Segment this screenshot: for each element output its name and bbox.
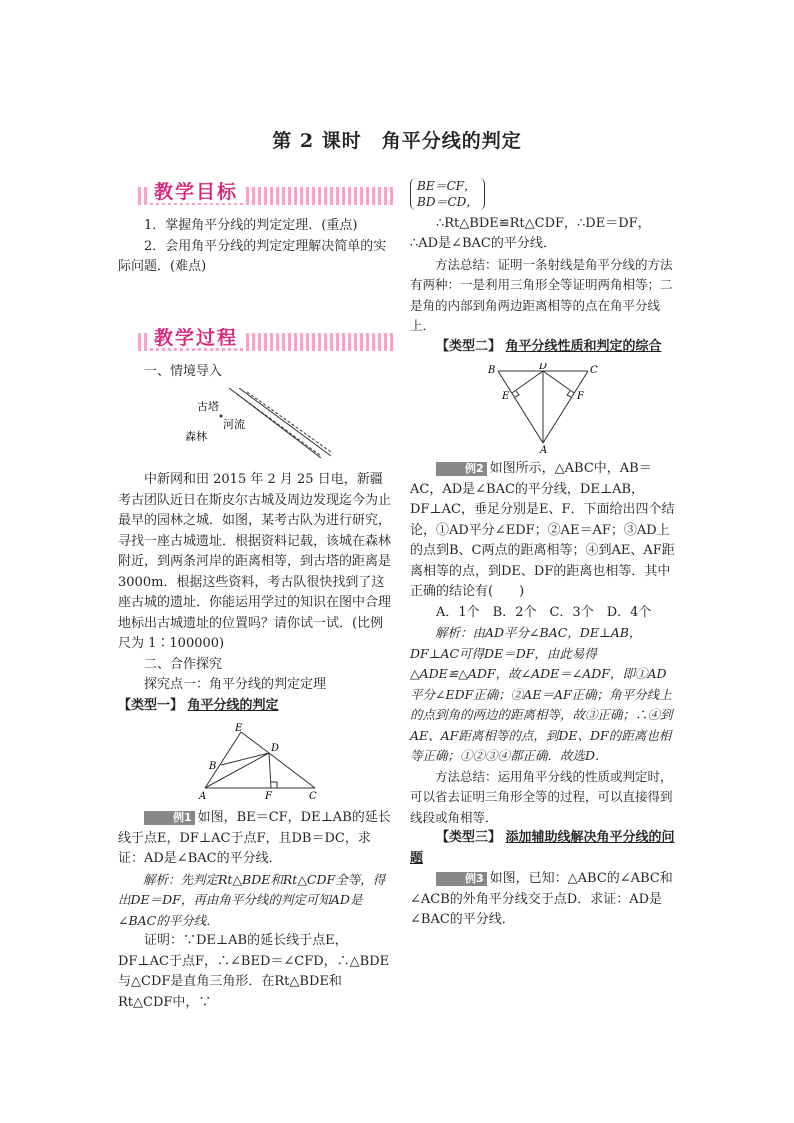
type-1-title: 角平分线的判定 [187, 697, 279, 713]
goal-banner-label: 教学目标 [148, 182, 244, 203]
fig1-label-e: E [235, 723, 243, 734]
example-2-analysis: 解析：由AD平分∠BAC，DE⊥AB，DF⊥AC可得DE＝DF，由此易得△ADE≌△ADF，故∠ADE＝∠ADF，即①AD平分∠EDF正确；②AE＝AF正确；角平分线上的点到角的两边的距离相等，故③正确；∴④到AE、AF距离相等的点，到DE、DF的距离也相等正确；①②③④都正确．故选D． [410, 625, 673, 763]
map-label-tower: 古塔 [197, 400, 219, 413]
section-1-heading: 一、情境导入 [144, 363, 223, 379]
example-1-proof: 证明：∵DE⊥AB的延长线于点E，DF⊥AC于点F，∴∠BED＝∠CFD，∴△BDE与△CDF是直角三角形．在Rt△BDE和Rt△CDF中，∵ [118, 933, 390, 1010]
intro-paragraph: 中新网和田 2015 年 2 月 25 日电，新疆考古团队近日在斯皮尔古城及周边发现迄今为止最早的园林之城．如图，某考古队为进行研究，寻找一座古城遗址．根据资料记载，该城在森林附近，到两条河岸的距离相等，到古塔的距离是 3000m．根据这些资料，考古队很快找到了这座古城的遗址．你能运用学过的知识在图中合理地标出古城遗址的位置吗？请你试一试．(比例尺为 1∶100000) [118, 472, 392, 651]
fig2-label-c: C [590, 365, 598, 376]
example-3 [410, 869, 676, 931]
example-3-mark: 例3 [436, 872, 487, 886]
type-2-prefix: 【类型二】 [436, 338, 502, 354]
fig1-label-a: A [199, 791, 207, 802]
fig2-label-a: A [540, 445, 548, 453]
example-2-text: 如图所示，△ABC中，AB＝AC，AD是∠BAC的平分线，DE⊥AB，DF⊥AC，垂足分别是E、F．下面给出四个结论，①AD平分∠EDF；②AE＝AF；③AD上的点到B、C两点的距离相等；④到AE、AF距离相等的点，到DE、DF的距离也相等．其中正确的结论有( ) [410, 461, 675, 599]
figure-2 [488, 363, 598, 453]
type-2-heading [410, 337, 676, 358]
type-3-title: 添加辅助线解决角平分线的问题 [410, 830, 675, 866]
example-2-options: A．1个 B．2个 C．3个 D．4个 [436, 604, 652, 620]
example-2-mark: 例2 [436, 462, 487, 476]
fig1-label-d: D [271, 743, 280, 754]
process-banner-label: 教学过程 [148, 328, 244, 349]
type-2-title: 角平分线性质和判定的综合 [505, 338, 662, 354]
left-column [118, 180, 394, 1013]
example-1-analysis: 解析：先判定Rt△BDE和Rt△CDF全等，得出DE＝DF，再由角平分线的判定可知AD是∠BAC的平分线． [118, 871, 386, 928]
figure-1 [191, 722, 321, 802]
example-1 [118, 808, 394, 870]
fig1-label-f: F [265, 791, 272, 802]
fig2-label-d: D [539, 363, 548, 372]
map-figure [181, 388, 331, 464]
equation-brace [410, 178, 485, 210]
fig2-label-f: F [577, 391, 584, 402]
goal-2: 2．会用角平分线的判定定理解决简单的实际问题．(难点) [118, 238, 387, 274]
goal-banner [118, 182, 394, 208]
method-summary-1: 方法总结：证明一条射线是角平分线的方法有两种：一是利用三角形全等证明两角相等；二是角的内部到角两边距离相等的点在角平分线上． [410, 256, 673, 333]
example-1-text: 如图，BE＝CF，DE⊥AB的延长线于点E，DF⊥AC于点F，且DB＝DC，求证：AD是∠BAC的平分线． [118, 810, 391, 866]
goal-1: 1．掌握角平分线的判定定理．(重点) [144, 218, 358, 233]
point-1-heading: 探究点一：角平分线的判定定理 [144, 677, 327, 692]
fig1-label-c: C [309, 791, 317, 802]
method-summary-2: 方法总结：运用角平分线的性质或判定时，可以省去证明三角形全等的过程，可以直接得到线段或角相等． [410, 768, 673, 825]
fig2-label-b: B [488, 365, 496, 376]
example-2 [410, 459, 676, 603]
type-3-heading [410, 828, 676, 869]
type-3-prefix: 【类型三】 [436, 830, 502, 845]
process-banner [118, 328, 394, 354]
section-2-heading: 二、合作探究 [144, 656, 223, 672]
type-1-prefix: 【类型一】 [118, 697, 184, 713]
fig2-label-e: E [502, 391, 510, 402]
page-title: 第 2 课时 角平分线的判定 [272, 130, 522, 152]
map-label-forest: 森林 [185, 430, 207, 443]
fig1-label-b: B [209, 761, 217, 772]
map-label-river: 河流 [223, 418, 245, 431]
brace-line-1: BE＝CF， [417, 179, 477, 193]
type-1-heading [118, 696, 394, 717]
example-3-text: 如图，已知：△ABC的∠ABC和∠ACB的外角平分线交于点D．求证：AD是∠BAC的平分线． [410, 871, 673, 927]
right-column [410, 178, 676, 931]
brace-line-2: BD＝CD， [417, 195, 479, 209]
proof-conclusion: ∴Rt△BDE≌Rt△CDF，∴DE＝DF，∴AD是∠BAC的平分线． [410, 215, 651, 251]
tower-point [220, 415, 223, 418]
example-1-mark: 例1 [144, 811, 195, 825]
